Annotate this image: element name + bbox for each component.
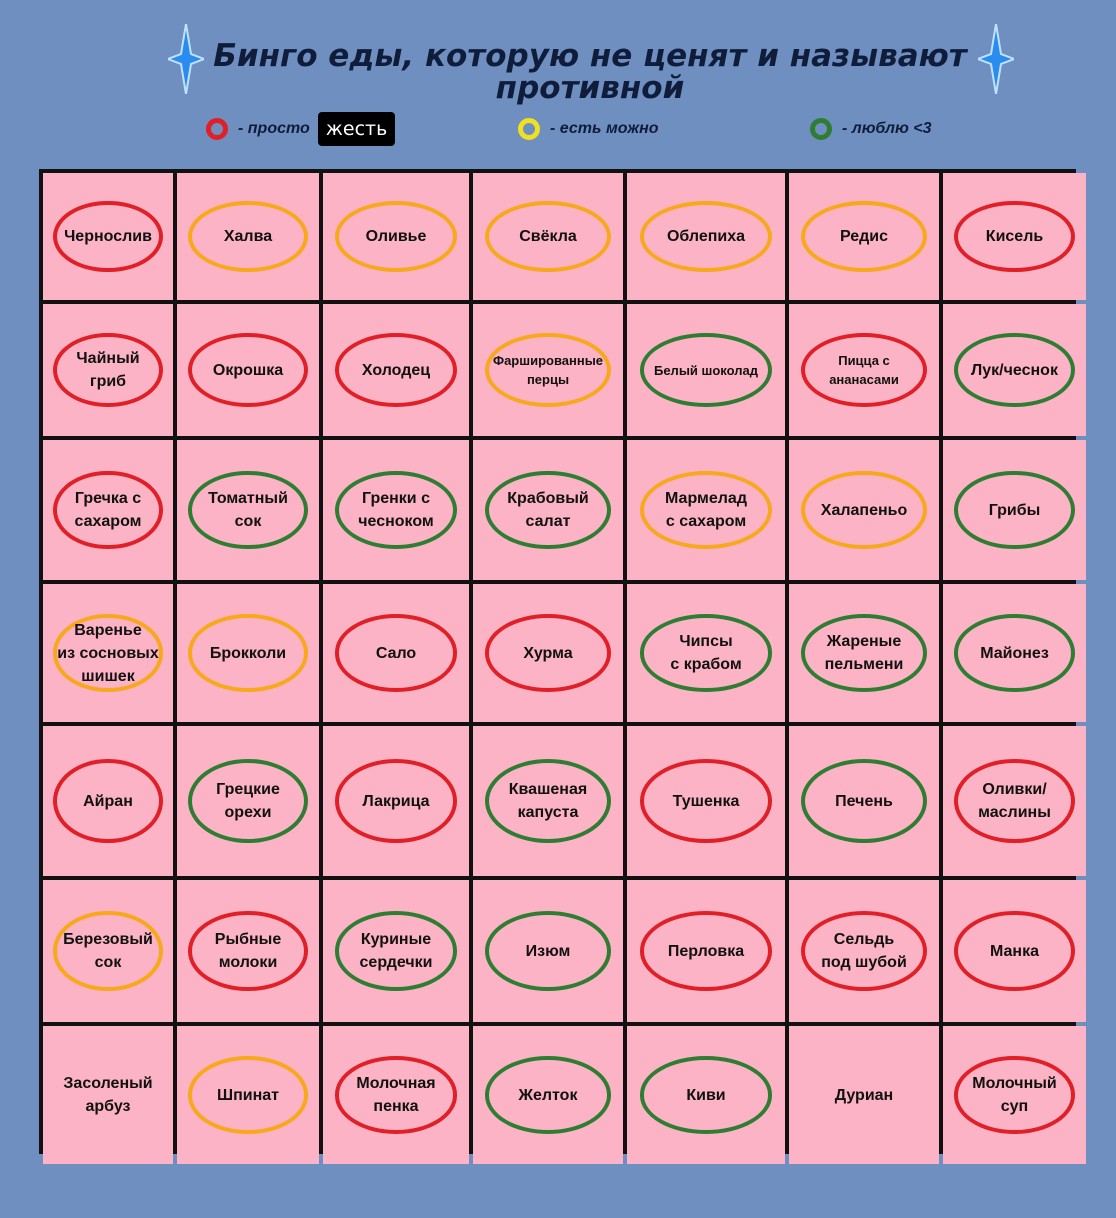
bingo-cell — [473, 584, 623, 722]
bingo-cell-label: Сало — [375, 644, 417, 662]
bingo-cell — [943, 440, 1086, 580]
bingo-cell-label: Рыбные молоки — [214, 931, 282, 971]
bingo-cell-label: Дуриан — [834, 1086, 894, 1104]
bingo-cell — [177, 726, 319, 876]
bingo-cell-label: Квашеная капуста — [508, 781, 588, 821]
bingo-cell — [323, 584, 469, 722]
bingo-cell — [627, 584, 785, 722]
bingo-cell — [43, 1026, 173, 1164]
bingo-cell — [43, 880, 173, 1022]
bingo-cell-label: Крабовый салат — [507, 490, 589, 530]
bingo-cell-label: Сельдь под шубой — [821, 931, 907, 971]
bingo-cell-label: Свёкла — [519, 228, 577, 245]
bingo-cell — [627, 173, 785, 300]
bingo-cell-label: Молочная пенка — [356, 1075, 436, 1115]
bingo-cell — [177, 173, 319, 300]
bingo-cell — [177, 1026, 319, 1164]
bingo-cell-label: Шпинат — [217, 1086, 279, 1104]
bingo-cell-label: Молочный суп — [972, 1075, 1057, 1115]
legend-hate — [206, 112, 395, 146]
bingo-cell — [627, 1026, 785, 1164]
bingo-cell-label: Грецкие орехи — [216, 781, 280, 821]
legend-ok — [518, 112, 659, 146]
bingo-cell — [789, 173, 939, 300]
bingo-cell-label: Томатный сок — [208, 490, 288, 530]
bingo-cell — [789, 1026, 939, 1164]
bingo-cell — [627, 440, 785, 580]
bingo-cell-label: Березовый сок — [63, 931, 153, 971]
bingo-cell — [943, 726, 1086, 876]
bingo-cell — [943, 1026, 1086, 1164]
bingo-cell-label: Облепиха — [666, 228, 746, 245]
legend-text: - просто — [238, 120, 310, 137]
page-title: Бинго еды, которую не ценят и называют противной — [213, 38, 967, 106]
bingo-cell — [627, 726, 785, 876]
bingo-cell — [943, 173, 1086, 300]
bingo-cell-label: Гренки с чесноком — [358, 490, 434, 530]
bingo-cell — [323, 304, 469, 436]
bingo-cell — [789, 880, 939, 1022]
sparkle-right-icon — [978, 24, 1014, 94]
bingo-cell-label: Варенье из сосновых шишек — [57, 621, 159, 685]
bingo-cell-label: Киви — [686, 1086, 726, 1104]
bingo-cell-label: Майонез — [980, 644, 1049, 662]
bingo-cell-label: Желток — [518, 1086, 578, 1104]
bingo-cell-label: Редис — [839, 228, 889, 245]
bingo-cell-label: Оливки/ маслины — [978, 781, 1051, 821]
bingo-cell-label: Лук/чеснок — [971, 361, 1058, 379]
bingo-cell-label: Гречка с сахаром — [74, 490, 142, 530]
bingo-cell-label: Мармелад с сахаром — [665, 490, 747, 530]
bingo-cell-label: Фаршированные перцы — [492, 353, 604, 387]
bingo-cell — [177, 304, 319, 436]
yellow-ring-icon — [518, 118, 540, 140]
bingo-cell — [43, 440, 173, 580]
bingo-cell-label: Куриные сердечки — [359, 931, 433, 971]
bingo-cell — [943, 880, 1086, 1022]
bingo-cell-label: Пицца с ананасами — [829, 353, 899, 387]
bingo-cell — [43, 304, 173, 436]
bingo-cell-label: Перловка — [667, 942, 745, 960]
red-ring-icon — [206, 118, 228, 140]
bingo-cell-label: Брокколи — [209, 644, 287, 662]
bingo-cell — [43, 173, 173, 300]
green-ring-icon — [810, 118, 832, 140]
bingo-cell-label: Засоленый арбуз — [63, 1075, 153, 1115]
legend-text: - люблю <3 — [842, 120, 932, 137]
bingo-cell — [323, 726, 469, 876]
bingo-cell-label: Айран — [83, 792, 133, 810]
bingo-cell — [627, 880, 785, 1022]
bingo-cell — [177, 584, 319, 722]
bingo-cell — [43, 584, 173, 722]
bingo-cell — [789, 440, 939, 580]
bingo-cell-label: Чернослив — [64, 228, 152, 245]
bingo-cell — [943, 304, 1086, 436]
bingo-cell — [323, 880, 469, 1022]
bingo-cell-label: Холодец — [361, 361, 431, 379]
bingo-cell-label: Тушенка — [672, 792, 740, 810]
bingo-cell-label: Лакрица — [362, 792, 430, 810]
legend-badge: жесть — [318, 112, 396, 146]
bingo-cell — [789, 584, 939, 722]
bingo-cell-label: Грибы — [988, 501, 1041, 519]
bingo-cell — [473, 726, 623, 876]
bingo-cell-label: Оливье — [365, 228, 427, 245]
bingo-cell — [627, 304, 785, 436]
bingo-cell — [789, 304, 939, 436]
legend-love — [810, 112, 932, 146]
bingo-cell-label: Окрошка — [212, 361, 284, 379]
bingo-cell — [323, 1026, 469, 1164]
bingo-cell — [177, 880, 319, 1022]
bingo-cell — [323, 440, 469, 580]
legend-text: - есть можно — [550, 120, 659, 137]
bingo-cell-label: Чайный гриб — [76, 350, 140, 390]
bingo-cell — [473, 440, 623, 580]
bingo-cell — [943, 584, 1086, 722]
bingo-cell-label: Кисель — [985, 228, 1044, 245]
bingo-cell-label: Чипсы с крабом — [670, 633, 742, 673]
bingo-cell — [473, 880, 623, 1022]
bingo-cell-label: Жареные пельмени — [824, 633, 904, 673]
bingo-grid — [39, 169, 1076, 1154]
bingo-cell-label: Манка — [990, 942, 1039, 960]
bingo-cell — [43, 726, 173, 876]
bingo-cell-label: Халапеньо — [820, 501, 908, 519]
bingo-cell — [177, 440, 319, 580]
bingo-cell — [473, 1026, 623, 1164]
bingo-cell-label: Халва — [223, 228, 273, 245]
bingo-cell — [473, 173, 623, 300]
bingo-cell-label: Печень — [835, 792, 893, 810]
bingo-cell-label: Хурма — [523, 644, 573, 662]
bingo-cell — [789, 726, 939, 876]
bingo-cell — [473, 304, 623, 436]
bingo-cell — [323, 173, 469, 300]
bingo-cell-label: Изюм — [525, 942, 571, 960]
bingo-cell-label: Белый шоколад — [653, 362, 758, 378]
